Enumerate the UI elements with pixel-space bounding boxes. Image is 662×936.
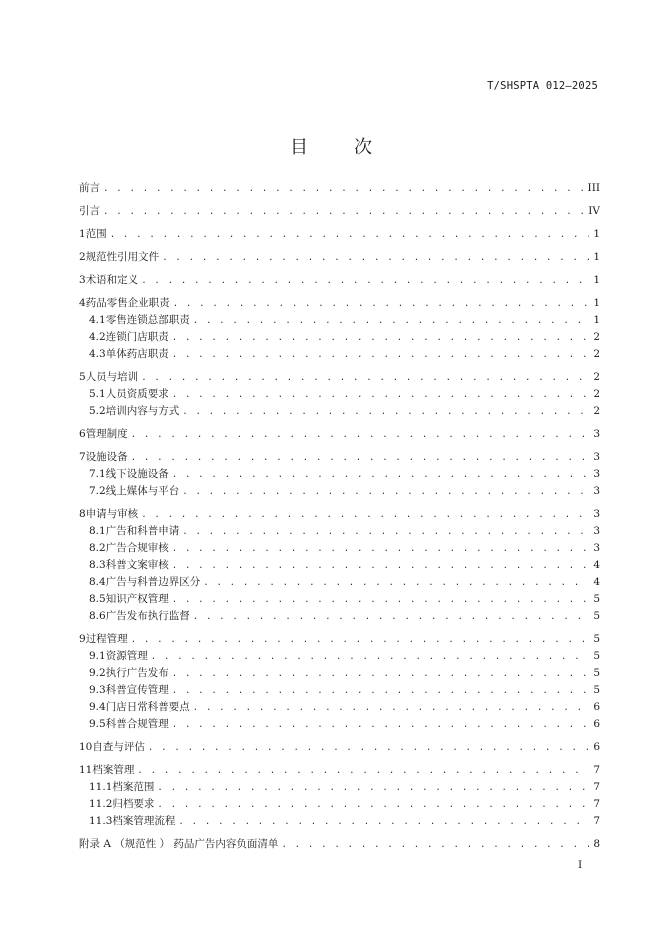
toc-entry[interactable] bbox=[79, 836, 600, 853]
toc-number: 7.1 bbox=[89, 468, 106, 480]
toc-leader-dots bbox=[131, 632, 589, 649]
toc-label: 过程管理 bbox=[85, 633, 128, 645]
toc-leader-dots bbox=[172, 541, 589, 558]
toc-label: 药品零售企业职责 bbox=[85, 297, 170, 309]
toc-label: 档案管理 bbox=[92, 764, 135, 776]
toc-label: 自查与评估 bbox=[92, 741, 145, 753]
toc-page-number: 3 bbox=[593, 485, 600, 497]
document-code: T/SHSPTA 012—2025 bbox=[487, 80, 598, 92]
toc-number: 5 bbox=[79, 371, 86, 383]
toc-page-number: 1 bbox=[593, 297, 600, 309]
toc-page-number: 5 bbox=[593, 667, 600, 679]
toc-label: 资源管理 bbox=[105, 650, 148, 662]
toc-number: 7 bbox=[79, 451, 86, 463]
toc-subentry[interactable] bbox=[79, 813, 600, 830]
toc-label: 广告合规审核 bbox=[105, 542, 169, 554]
toc-label: 执行广告发布 bbox=[105, 667, 169, 679]
toc-number: 9.2 bbox=[89, 667, 106, 679]
toc-page-number: 4 bbox=[593, 559, 600, 571]
toc-leader-dots bbox=[151, 649, 589, 666]
toc-leader-dots bbox=[172, 666, 589, 683]
toc-leader-dots bbox=[173, 296, 589, 313]
toc-subentry[interactable] bbox=[79, 779, 600, 796]
toc-number: 1 bbox=[79, 228, 86, 240]
toc-leader-dots bbox=[172, 347, 589, 364]
toc-leader-dots bbox=[157, 780, 589, 797]
toc-page-number: 8 bbox=[593, 838, 600, 850]
toc-entry[interactable] bbox=[79, 369, 600, 386]
toc-leader-dots bbox=[157, 797, 589, 814]
toc-label: 设施设备 bbox=[85, 451, 128, 463]
toc-number: 11.3 bbox=[89, 815, 113, 827]
toc-label: 附录 A （规范性 ） 药品广告内容负面清单 bbox=[79, 838, 279, 850]
toc-leader-dots bbox=[103, 204, 585, 221]
toc-label: 线下设施设备 bbox=[105, 468, 169, 480]
toc-page-number: 7 bbox=[593, 781, 600, 793]
toc-number: 8.3 bbox=[89, 559, 106, 571]
toc-page-number: 1 bbox=[593, 314, 600, 326]
toc-leader-dots bbox=[182, 524, 589, 541]
toc-label: 科普文案审核 bbox=[105, 559, 169, 571]
toc-page-number: 6 bbox=[593, 701, 600, 713]
toc-page-number: 5 bbox=[593, 650, 600, 662]
toc-page-number: 1 bbox=[593, 251, 600, 263]
toc-page-number: 3 bbox=[593, 468, 600, 480]
toc-page-number: 7 bbox=[593, 815, 600, 827]
toc-page-number: 1 bbox=[593, 274, 600, 286]
toc-number: 9.5 bbox=[89, 718, 106, 730]
toc-number: 11 bbox=[79, 764, 93, 776]
toc-number: 11.1 bbox=[89, 781, 113, 793]
toc-page-number: 3 bbox=[593, 542, 600, 554]
toc-leader-dots bbox=[110, 227, 589, 244]
toc-subentry[interactable] bbox=[79, 699, 600, 716]
toc-entry[interactable] bbox=[79, 762, 600, 779]
toc-label: 单体药店职责 bbox=[105, 348, 169, 360]
toc-label: 档案管理流程 bbox=[112, 815, 176, 827]
toc-leader-dots bbox=[193, 609, 589, 626]
toc-entry[interactable] bbox=[79, 426, 600, 443]
toc-page-number: 5 bbox=[593, 684, 600, 696]
toc-entry[interactable] bbox=[79, 506, 600, 523]
toc-label: 申请与审核 bbox=[85, 508, 139, 520]
toc-label: 广告和科普申请 bbox=[105, 525, 180, 537]
toc-number: 9.4 bbox=[89, 701, 106, 713]
toc-subentry[interactable] bbox=[79, 608, 600, 625]
toc-label: 科普宣传管理 bbox=[105, 684, 169, 696]
toc-label: 广告与科普边界区分 bbox=[105, 576, 201, 588]
toc-leader-dots bbox=[182, 484, 589, 501]
toc-subentry[interactable] bbox=[79, 483, 600, 500]
toc-page-number: IV bbox=[588, 205, 600, 217]
toc-number: 5.1 bbox=[89, 388, 106, 400]
toc-label: 广告发布执行监督 bbox=[105, 610, 190, 622]
toc-entry[interactable] bbox=[79, 226, 600, 243]
toc-subentry[interactable] bbox=[79, 540, 600, 557]
toc-number: 4 bbox=[79, 297, 86, 309]
toc-leader-dots bbox=[172, 717, 589, 734]
toc-leader-dots bbox=[178, 814, 589, 831]
toc-subentry[interactable] bbox=[79, 403, 600, 420]
toc-number: 11.2 bbox=[89, 798, 113, 810]
toc-label: 档案范围 bbox=[112, 781, 155, 793]
toc-leader-dots bbox=[172, 592, 589, 609]
toc-label: 培训内容与方式 bbox=[105, 405, 180, 417]
toc-entry[interactable] bbox=[79, 295, 600, 312]
toc-entry[interactable] bbox=[79, 631, 600, 648]
toc-subentry[interactable] bbox=[79, 346, 600, 363]
toc-number: 4.3 bbox=[89, 348, 106, 360]
toc-number: 9.3 bbox=[89, 684, 106, 696]
toc-subentry[interactable] bbox=[79, 312, 600, 329]
toc-entry[interactable] bbox=[79, 203, 600, 220]
toc-leader-dots bbox=[193, 700, 589, 717]
toc-label: 线上媒体与平台 bbox=[105, 485, 180, 497]
toc-label: 归档要求 bbox=[112, 798, 155, 810]
toc-entry[interactable] bbox=[79, 739, 600, 756]
footer-page-number: I bbox=[578, 859, 583, 871]
toc-number: 4.2 bbox=[89, 331, 106, 343]
toc-page-number: 3 bbox=[593, 525, 600, 537]
toc-page-number: 5 bbox=[593, 633, 600, 645]
table-of-contents bbox=[79, 180, 600, 853]
toc-leader-dots bbox=[137, 763, 589, 780]
toc-label: 管理制度 bbox=[85, 428, 128, 440]
toc-leader-dots bbox=[141, 370, 589, 387]
toc-leader-dots bbox=[172, 558, 589, 575]
toc-label: 知识产权管理 bbox=[105, 593, 169, 605]
toc-label: 引言 bbox=[79, 205, 100, 217]
toc-leader-dots bbox=[172, 330, 589, 347]
toc-page-number: III bbox=[587, 182, 600, 194]
toc-subentry[interactable] bbox=[79, 386, 600, 403]
toc-page-number: 6 bbox=[593, 741, 600, 753]
toc-page-number: 2 bbox=[593, 388, 600, 400]
toc-page-number: 3 bbox=[593, 428, 600, 440]
toc-leader-dots bbox=[281, 837, 589, 854]
toc-number: 4.1 bbox=[89, 314, 106, 326]
toc-label: 范围 bbox=[85, 228, 107, 240]
toc-subentry[interactable] bbox=[79, 523, 600, 540]
toc-number: 9.1 bbox=[89, 650, 106, 662]
toc-number: 10 bbox=[79, 741, 93, 753]
toc-subentry[interactable] bbox=[79, 665, 600, 682]
toc-number: 7.2 bbox=[89, 485, 106, 497]
toc-number: 3 bbox=[79, 274, 86, 286]
toc-number: 9 bbox=[79, 633, 86, 645]
toc-leader-dots bbox=[103, 181, 585, 198]
toc-entry[interactable] bbox=[79, 180, 600, 197]
toc-subentry[interactable] bbox=[79, 682, 600, 699]
page-title: 目次 bbox=[290, 137, 418, 158]
toc-number: 8.5 bbox=[89, 593, 106, 605]
toc-page-number: 3 bbox=[593, 451, 600, 463]
toc-leader-dots bbox=[141, 273, 589, 290]
toc-label: 规范性引用文件 bbox=[85, 251, 160, 263]
toc-number: 8.4 bbox=[89, 576, 106, 588]
toc-leader-dots bbox=[172, 683, 589, 700]
toc-number: 8 bbox=[79, 508, 86, 520]
toc-leader-dots bbox=[182, 404, 589, 421]
toc-page-number: 3 bbox=[593, 508, 600, 520]
toc-leader-dots bbox=[148, 740, 589, 757]
toc-leader-dots bbox=[141, 507, 589, 524]
toc-label: 门店日常科普要点 bbox=[105, 701, 190, 713]
toc-entry[interactable] bbox=[79, 249, 600, 266]
toc-page-number: 2 bbox=[593, 371, 600, 383]
toc-leader-dots bbox=[193, 313, 589, 330]
toc-leader-dots bbox=[131, 427, 589, 444]
toc-label: 科普合规管理 bbox=[105, 718, 169, 730]
toc-subentry[interactable] bbox=[79, 466, 600, 483]
toc-page-number: 2 bbox=[593, 348, 600, 360]
toc-entry[interactable] bbox=[79, 272, 600, 289]
toc-subentry[interactable] bbox=[79, 796, 600, 813]
toc-number: 2 bbox=[79, 251, 86, 263]
toc-subentry[interactable] bbox=[79, 648, 600, 665]
toc-subentry[interactable] bbox=[79, 329, 600, 346]
toc-label: 零售连锁总部职责 bbox=[105, 314, 190, 326]
toc-leader-dots bbox=[172, 387, 589, 404]
toc-label: 人员与培训 bbox=[85, 371, 139, 383]
toc-page-number: 5 bbox=[593, 593, 600, 605]
toc-number: 8.6 bbox=[89, 610, 106, 622]
toc-leader-dots bbox=[162, 250, 589, 267]
toc-page-number: 2 bbox=[593, 405, 600, 417]
toc-subentry[interactable] bbox=[79, 716, 600, 733]
toc-page-number: 7 bbox=[593, 798, 600, 810]
toc-entry[interactable] bbox=[79, 449, 600, 466]
toc-label: 术语和定义 bbox=[85, 274, 139, 286]
toc-page-number: 7 bbox=[593, 764, 600, 776]
toc-label: 连锁门店职责 bbox=[105, 331, 169, 343]
toc-leader-dots bbox=[203, 575, 589, 592]
toc-leader-dots bbox=[131, 450, 589, 467]
toc-subentry[interactable] bbox=[79, 557, 600, 574]
toc-subentry[interactable] bbox=[79, 574, 600, 591]
toc-number: 5.2 bbox=[89, 405, 106, 417]
toc-label: 前言 bbox=[79, 182, 100, 194]
toc-page-number: 2 bbox=[593, 331, 600, 343]
toc-number: 8.1 bbox=[89, 525, 106, 537]
toc-page-number: 4 bbox=[593, 576, 600, 588]
toc-number: 6 bbox=[79, 428, 86, 440]
toc-page-number: 1 bbox=[593, 228, 600, 240]
toc-subentry[interactable] bbox=[79, 591, 600, 608]
toc-leader-dots bbox=[172, 467, 589, 484]
toc-label: 人员资质要求 bbox=[105, 388, 169, 400]
toc-page-number: 5 bbox=[593, 610, 600, 622]
toc-page-number: 6 bbox=[593, 718, 600, 730]
toc-number: 8.2 bbox=[89, 542, 106, 554]
